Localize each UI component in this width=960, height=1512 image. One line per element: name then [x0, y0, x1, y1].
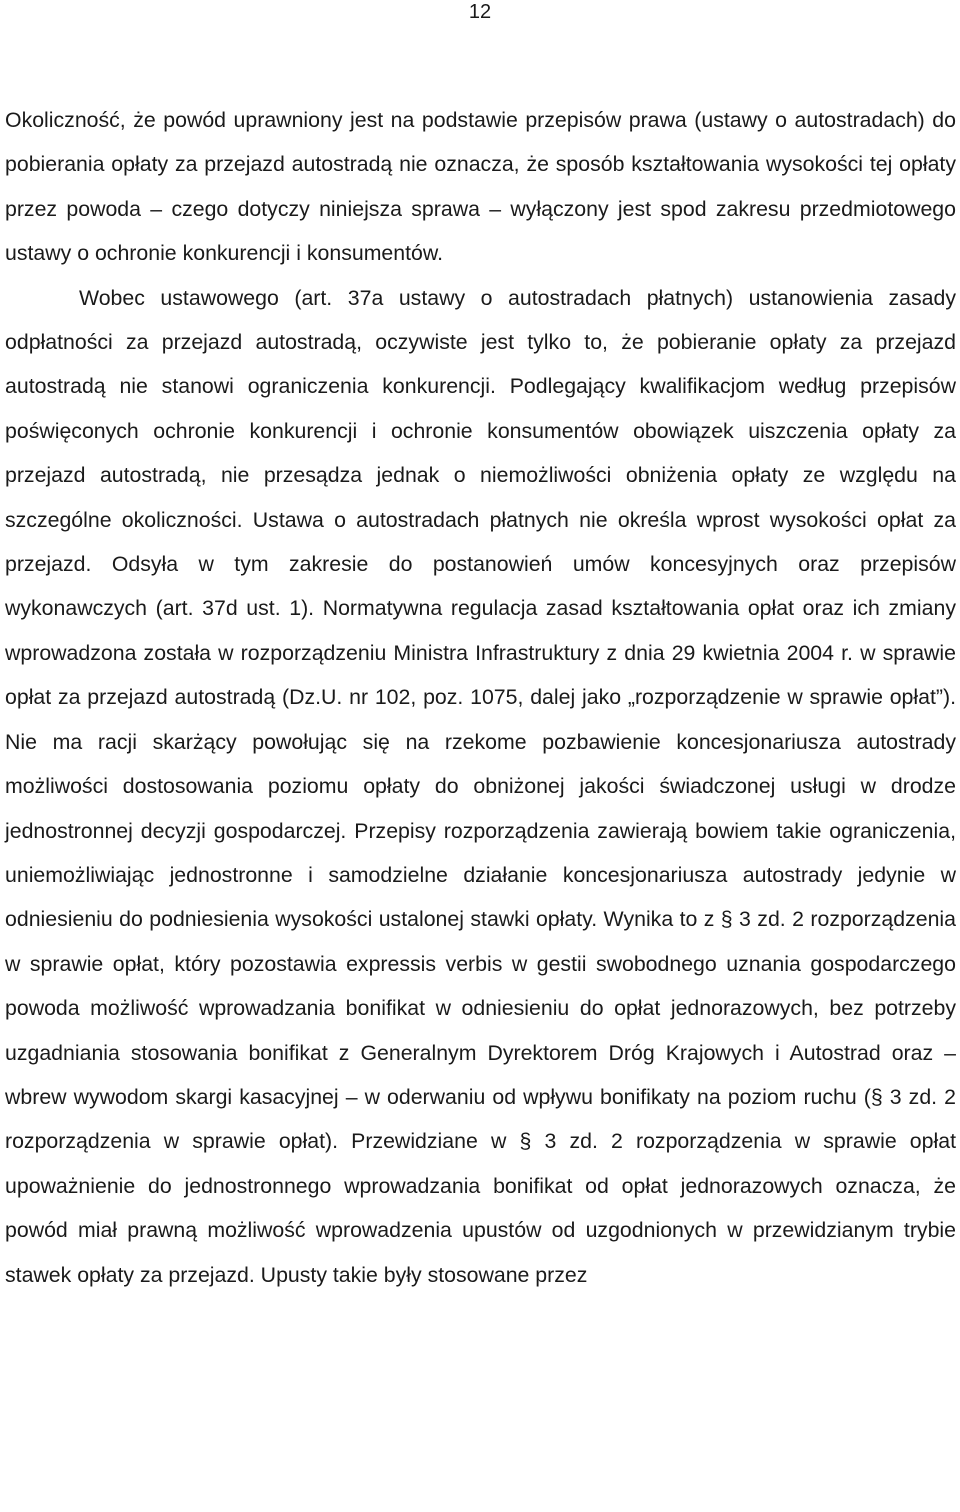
page-number: 12	[468, 1, 492, 23]
paragraph: Okoliczność, że powód uprawniony jest na podstawie przepisów prawa (ustawy o autostradach) do pobierania opłaty za przejazd autostradą nie oznacza, że sposób kształtowania wysokości tej opłaty przez powoda – czego dotyczy niniejsza sprawa – wyłączony jest spod zakresu przedmiotowego ustawy o ochronie konkurencji i konsumentów.	[5, 108, 956, 266]
paragraph: Wobec ustawowego (art. 37a ustawy o autostradach płatnych) ustanowienia zasady odpłatności za przejazd autostradą, oczywiste jest tylko to, że pobieranie opłaty za przejazd autostradą nie stanowi ograniczenia konkurencji. Podlegający kwalifikacjom według przepisów poświęconych ochronie konkurencji i ochronie konsumentów obowiązek uiszczenia opłaty za przejazd autostradą, nie przesądza jednak o niemożliwości obniżenia opłaty ze względu na szczególne okoliczności. Ustawa o autostradach płatnych nie określa wprost wysokości opłat za przejazd. Odsyła w tym zakresie do postanowień umów koncesyjnych oraz przepisów wykonawczych (art. 37d ust. 1). Normatywna regulacja zasad kształtowania opłat oraz ich zmiany wprowadzona została w rozporządzeniu Ministra Infrastruktury z dnia 29 kwietnia 2004 r. w sprawie opłat za przejazd autostradą (Dz.U. nr 102, poz. 1075, dalej jako „rozporządzenie w sprawie opłat”). Nie ma racji skarżący powołując się na rzekome pozbawienie koncesjonariusza autostrady możliwości dostosowania poziomu opłaty do obniżonej jakości świadczonej usługi w drodze jednostronnej decyzji gospodarczej. Przepisy rozporządzenia zawierają bowiem takie ograniczenia, uniemożliwiając jednostronne i samodzielne działanie koncesjonariusza autostrady jedynie w odniesieniu do podniesienia wysokości ustalonej stawki opłaty. Wynika to z § 3 zd. 2 rozporządzenia w sprawie opłat, który pozostawia expressis verbis w gestii swobodnego uznania gospodarczego powoda możliwość wprowadzania bonifikat w odniesieniu do opłat jednorazowych, bez potrzeby uzgadniania stosowania bonifikat z Generalnym Dyrektorem Dróg Krajowych i Autostrad oraz – wbrew wywodom skargi kasacyjnej – w oderwaniu od wpływu bonifikaty na poziom ruchu (§ 3 zd. 2 rozporządzenia w sprawie opłat). Przewidziane w § 3 zd. 2 rozporządzenia w sprawie opłat upoważnienie do jednostronnego wprowadzania bonifikat od opłat jednorazowych oznacza, że powód miał prawną możliwość wprowadzenia upustów od uzgodnionych w przewidzianym trybie stawek opłaty za przejazd. Upusty takie były stosowane przez	[5, 285, 956, 1287]
body-text	[5, 98, 956, 1297]
